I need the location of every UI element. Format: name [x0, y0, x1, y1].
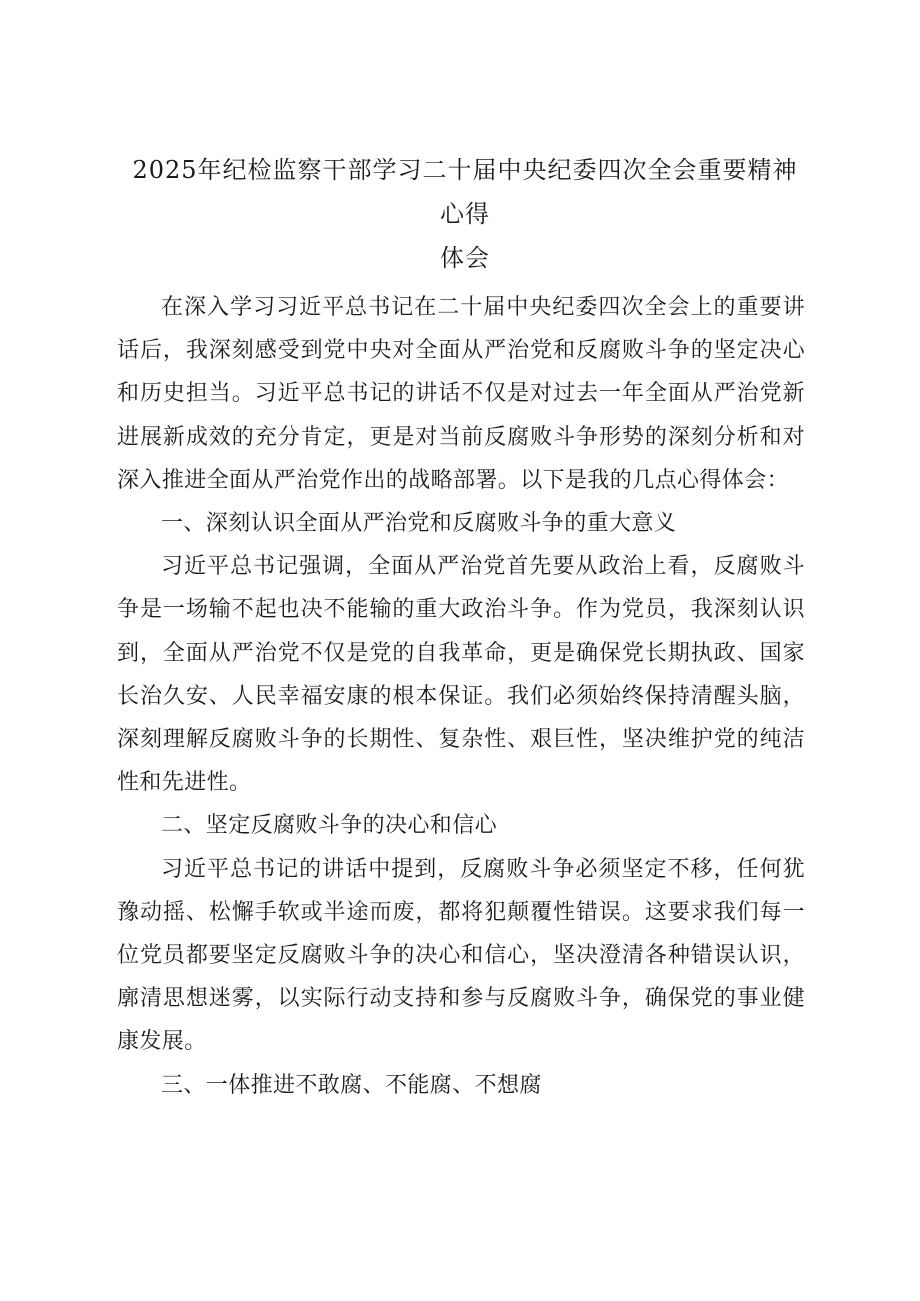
- section-2-heading: 二、坚定反腐败斗争的决心和信心: [161, 813, 498, 839]
- title-line-2: 体会: [440, 244, 490, 272]
- section-3-heading: 三、一体推进不敢腐、不能腐、不想腐: [161, 1072, 542, 1098]
- title-line-1: 2025年纪检监察干部学习二十届中央纪委四次全会重要精神心得: [132, 156, 798, 228]
- intro-paragraph: 在深入学习习近平总书记在二十届中央纪委四次全会上的重要讲话后，我深刻感受到党中央对全面从严治党和反腐败斗争的坚定决心和历史担当。习近平总书记的讲话不仅是对过去一年全面从严治党新进展新成效的充分肯定，更是对当前反腐败斗争形势的深刻分析和对深入推进全面从严治党作出的战略部署。以下是我的几点心得体会：: [117, 295, 805, 493]
- document-body: [117, 286, 805, 1107]
- section-2-paragraph: 习近平总书记的讲话中提到，反腐败斗争必须坚定不移，任何犹豫动摇、松懈手软或半途而废，都将犯颠覆性错误。这要求我们每一位党员都要坚定反腐败斗争的决心和信心，坚决澄清各种错误认识，廓清思想迷雾，以实际行动支持和参与反腐败斗争，确保党的事业健康发展。: [117, 856, 805, 1055]
- section-1-heading: 一、深刻认识全面从严治党和反腐败斗争的重大意义: [161, 511, 677, 537]
- section-1-paragraph: 习近平总书记强调，全面从严治党首先要从政治上看，反腐败斗争是一场输不起也决不能输的重大政治斗争。作为党员，我深刻认识到，全面从严治党不仅是党的自我革命，更是确保党长期执政、国家长治久安、人民幸福安康的根本保证。我们必须始终保持清醒头脑，深刻理解反腐败斗争的长期性、复杂性、艰巨性，坚决维护党的纯洁性和先进性。: [117, 554, 805, 796]
- document-title: [120, 148, 810, 280]
